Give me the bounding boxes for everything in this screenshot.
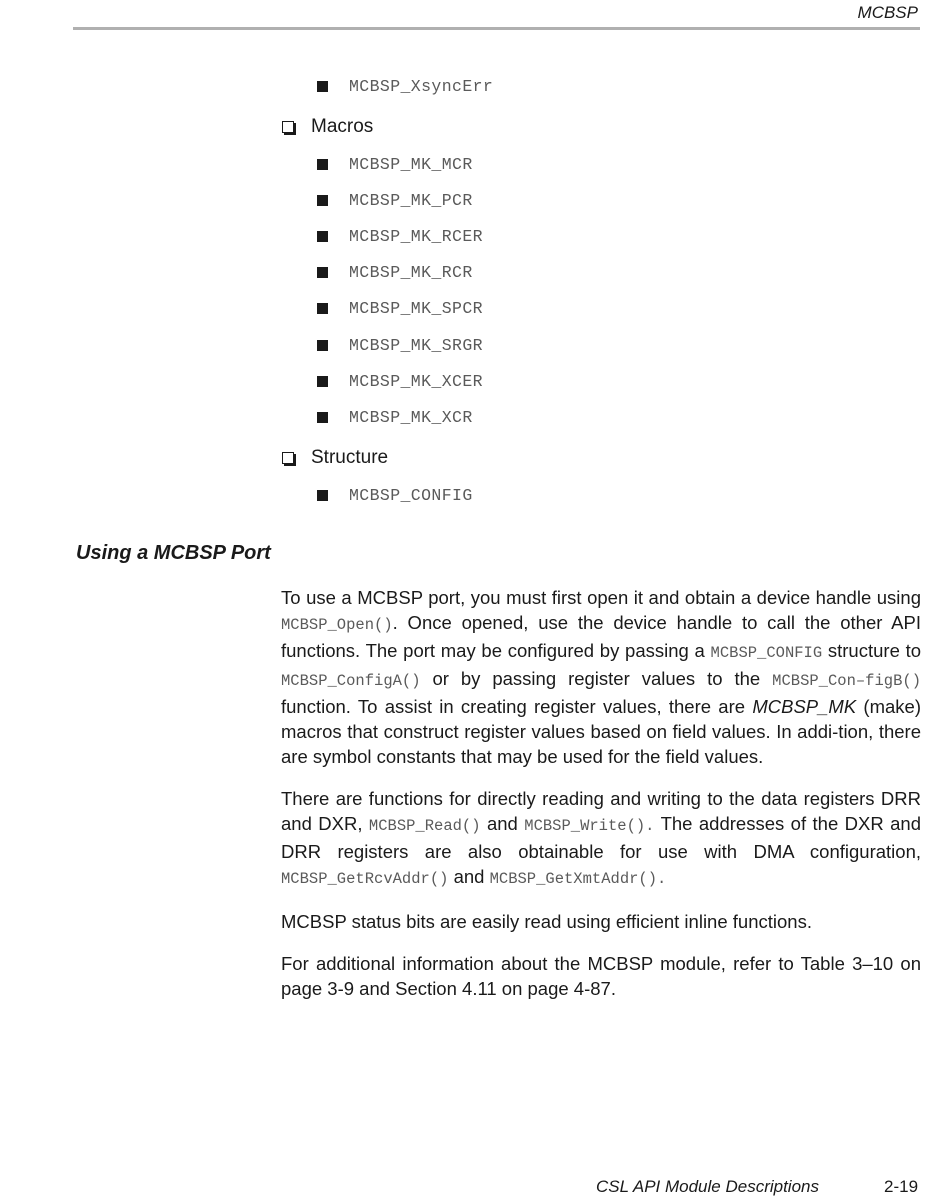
square-bullet-icon xyxy=(317,267,328,278)
section-heading: Using a MCBSP Port xyxy=(76,542,271,564)
code-run: MCBSP_Open() xyxy=(281,616,393,634)
square-bullet-icon xyxy=(317,195,328,206)
list-item xyxy=(317,296,483,320)
list-item xyxy=(317,369,483,393)
category-macros xyxy=(282,115,373,139)
paragraph-4: For additional information about the MCBSP module, refer to Table 3–10 on page 3-9 and Section 4.11 on page 4-87. xyxy=(281,953,921,999)
code-run: MCBSP_GetXmtAddr(). xyxy=(489,870,667,888)
square-bullet-icon xyxy=(317,231,328,242)
square-bullet-icon xyxy=(317,81,328,92)
text-run: . Once opened, use the device handle to call the other API functions. The port may be configured by passing a xyxy=(281,612,921,661)
square-bullet-icon xyxy=(317,159,328,170)
list-item-code: MCBSP_MK_PCR xyxy=(349,190,473,210)
list-item xyxy=(317,224,483,248)
text-run: or by passing register values to the xyxy=(420,668,773,689)
paragraph-2 xyxy=(281,786,921,892)
list-item xyxy=(317,188,473,212)
text-run: (make) macros that construct register values based on field values. In addi-tion, there are symbol constants that may be used for the field values. xyxy=(281,696,921,767)
square-bullet-icon xyxy=(317,490,328,501)
code-run: MCBSP_Read() xyxy=(368,817,481,835)
list-item xyxy=(317,405,473,429)
code-run: MCBSP_Con–figB() xyxy=(772,672,921,690)
list-item xyxy=(317,74,493,98)
square-bullet-icon xyxy=(317,412,328,423)
list-item-code: MCBSP_MK_SPCR xyxy=(349,298,483,318)
list-item xyxy=(317,260,473,284)
list-item-code: MCBSP_XsyncErr xyxy=(349,76,494,96)
list-item-code: MCBSP_MK_RCR xyxy=(349,262,473,282)
section-body xyxy=(281,585,921,1018)
list-item-code: MCBSP_MK_MCR xyxy=(349,154,473,174)
category-label: Structure xyxy=(311,447,389,468)
code-run: MCBSP_GetRcvAddr() xyxy=(281,870,449,888)
text-run: function. To assist in creating register values, there are xyxy=(281,696,753,717)
code-run: MCBSP_CONFIG xyxy=(710,644,823,662)
code-run: MCBSP_ConfigA() xyxy=(281,672,421,690)
paragraph-1 xyxy=(281,585,921,769)
square-bullet-icon xyxy=(317,376,328,387)
header-rule xyxy=(73,27,920,30)
list-item-code: MCBSP_MK_XCR xyxy=(349,407,473,427)
checkbox-bullet-icon xyxy=(282,452,294,464)
list-item-code: MCBSP_CONFIG xyxy=(349,485,473,505)
checkbox-bullet-icon xyxy=(282,121,294,133)
page-number: 2-19 xyxy=(884,1177,919,1196)
list-item xyxy=(317,483,473,507)
footer-title: CSL API Module Descriptions xyxy=(596,1177,819,1196)
category-structure xyxy=(282,446,388,470)
square-bullet-icon xyxy=(317,340,328,351)
text-run: and xyxy=(448,866,490,887)
list-item xyxy=(317,333,483,357)
paragraph-3: MCBSP status bits are easily read using efficient inline functions. xyxy=(281,911,812,932)
list-item-code: MCBSP_MK_XCER xyxy=(349,371,483,391)
italic-run: MCBSP_MK xyxy=(752,696,857,717)
text-run: There are functions for directly reading and writing to the data registers DRR and DXR, xyxy=(281,788,921,834)
square-bullet-icon xyxy=(317,303,328,314)
code-run: MCBSP_Write(). xyxy=(524,817,655,835)
list-item xyxy=(317,152,473,176)
text-run: The addresses of the DXR and DRR registers are also obtainable for use with DMA configuration, xyxy=(281,813,921,862)
running-header: MCBSP xyxy=(857,3,918,22)
list-item-code: MCBSP_MK_RCER xyxy=(349,226,483,246)
list-item-code: MCBSP_MK_SRGR xyxy=(349,335,483,355)
category-label: Macros xyxy=(311,116,374,137)
text-run: To use a MCBSP port, you must first open it and obtain a device handle using xyxy=(281,587,921,608)
text-run: and xyxy=(480,813,525,834)
text-run: structure to xyxy=(822,640,921,661)
